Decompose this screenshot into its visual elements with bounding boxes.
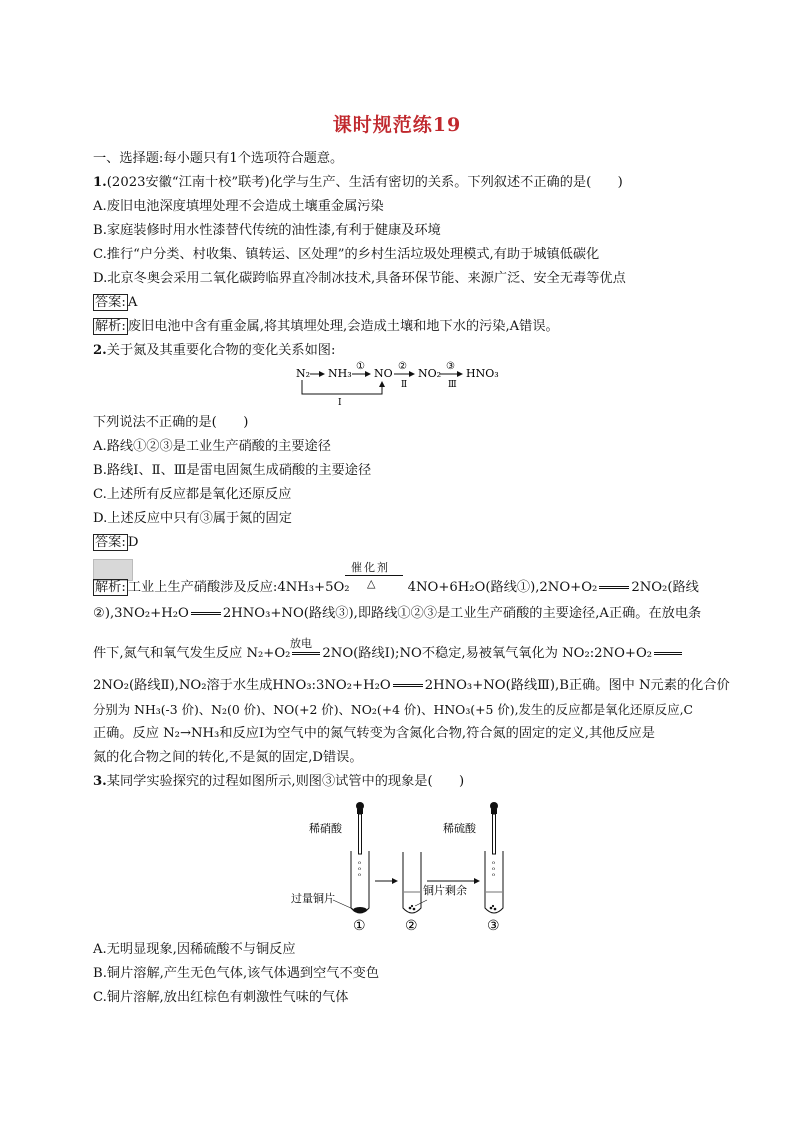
q1-option-b: B.家庭装修时用水性漆替代传统的油性漆,有利于健康及环境 (93, 223, 441, 238)
equals-sign (654, 652, 682, 655)
label-dilute-nitric-acid: 稀硝酸 (309, 822, 342, 835)
condition-heat: △ (367, 577, 376, 590)
label-tube-3: ③ (487, 918, 500, 934)
question-2-stem: 2.关于氮及其重要化合物的变化关系如图: (93, 343, 336, 358)
question-number: 2. (93, 343, 107, 358)
highlight-box (93, 559, 133, 581)
test-tube-2 (403, 852, 421, 913)
q3-option-a: A.无明显现象,因稀硫酸不与铜反应 (93, 942, 296, 957)
label-excess-copper: 过量铜片 (291, 892, 335, 905)
equals-sign (393, 684, 423, 687)
route-label-ii: Ⅱ (401, 380, 408, 390)
question-1-stem: 1.(2023安徽“江南十校”联考)化学与生产、生活有密切的关系。下列叙述不正确的是( ) (93, 175, 623, 190)
equals-sign (191, 612, 221, 615)
equals-sign (599, 586, 629, 589)
q2-analysis-line-4: 2NO₂(路线Ⅱ),NO₂溶于水生成HNO₃:3NO₂+H₂O 2HNO₃+NO(路线Ⅲ),B正确。图中 N元素的化合价 (93, 678, 730, 693)
q1-option-a: A.废旧电池深度填埋处理不会造成土壤重金属污染 (93, 199, 384, 214)
q2-analysis-line-2: ②),3NO₂+H₂O 2HNO₃+NO(路线③),即路线①②③是工业生产硝酸的主要途径,A正确。在放电条 (93, 606, 702, 621)
q2-analysis-line-1: 解析: 工业上生产硝酸涉及反应:4NH₃+5O₂ 4NO+6H₂O(路线①),2NO+O₂ 2NO₂(路线 (95, 580, 699, 595)
dropper-1 (356, 802, 364, 854)
route-label-i: I (338, 398, 342, 408)
q1-option-c: C.推行“户分类、村收集、镇转运、区处理”的乡村生活垃圾处理模式,有助于城镇低碳化 (93, 247, 600, 262)
svg-text:o: o (492, 860, 496, 866)
test-tube-1 (351, 851, 369, 913)
answer-label: 答案: (95, 295, 126, 310)
q1-answer: 答案: A (95, 295, 138, 310)
q2-answer: 答案: D (95, 535, 139, 550)
q1-option-d: D.北京冬奥会采用二氧化碳跨临界直冷制冰技术,具备环保节能、来源广泛、安全无毒等优点 (93, 271, 626, 286)
answer-label: 答案: (95, 535, 126, 550)
svg-text:o: o (358, 860, 362, 866)
q2-option-a: A.路线①②③是工业生产硝酸的主要途径 (93, 439, 331, 454)
label-dilute-sulfuric-acid: 稀硫酸 (443, 822, 476, 835)
svg-text:o: o (358, 872, 362, 878)
experiment-figure (285, 796, 525, 936)
svg-text:o: o (358, 866, 362, 872)
route-label-3: ③ (446, 361, 455, 372)
analysis-label: 解析: (95, 580, 126, 595)
q3-option-c: C.铜片溶解,放出红棕色有刺激性气味的气体 (93, 990, 349, 1005)
dropper-3 (490, 802, 498, 854)
route-label-2: ② (398, 361, 407, 372)
svg-text:o: o (492, 866, 496, 872)
q2-prompt: 下列说法不正确的是( ) (93, 415, 249, 430)
q2-analysis-line-6: 正确。反应 N₂→NH₃和反应Ⅰ为空气中的氮气转变为含氮化合物,符合氮的固定的定义,其他反应是 (93, 726, 655, 741)
nitrogen-conversion-diagram (290, 360, 520, 408)
species-hno3: HNO₃ (466, 367, 499, 380)
svg-text:o: o (492, 872, 496, 878)
q2-analysis-line-5: 分别为 NH₃(-3 价)、N₂(0 价)、NO(+2 价)、NO₂(+4 价)、HNO₃(+5 价),发生的反应都是氧化还原反应,C (93, 702, 694, 717)
species-no: NO (374, 367, 393, 380)
q3-option-b: B.铜片溶解,产生无色气体,该气体遇到空气不变色 (93, 966, 380, 981)
question-number: 1. (93, 175, 107, 190)
section-heading: 一、选择题:每小题只有1个选项符合题意。 (93, 151, 344, 166)
analysis-label: 解析: (95, 319, 126, 334)
q2-option-d: D.上述反应中只有③属于氮的固定 (93, 511, 292, 526)
label-tube-2: ② (405, 918, 418, 934)
q2-option-b: B.路线Ⅰ、Ⅱ、Ⅲ是雷电固氮生成硝酸的主要途径 (93, 463, 372, 478)
page-title: 课时规范练19 (332, 114, 462, 136)
label-tube-1: ① (353, 918, 366, 934)
q2-option-c: C.上述所有反应都是氧化还原反应 (93, 487, 292, 502)
species-nh3: NH₃ (328, 367, 352, 380)
species-no2: NO₂ (418, 367, 442, 380)
condition-discharge: 放电 (290, 637, 312, 650)
q2-analysis-line-7: 氮的化合物之间的转化,不是氮的固定,D错误。 (93, 750, 363, 765)
test-tube-3 (485, 851, 503, 913)
route-label-iii: Ⅲ (448, 380, 457, 390)
equals-sign (292, 652, 320, 655)
question-number: 3. (93, 774, 107, 789)
route-label-1: ① (356, 361, 365, 372)
species-n2: N₂ (296, 367, 311, 380)
condition-catalyst: 催化剂 (351, 561, 390, 574)
q2-analysis-line-3: 件下,氮气和氧气发生反应 N₂+O₂ 2NO(路线Ⅰ);NO不稳定,易被氧气氧化为 NO₂:2NO+O₂ (93, 646, 684, 662)
label-copper-remaining: 铜片剩余 (423, 884, 467, 897)
question-3-stem: 3.某同学实验探究的过程如图所示,则图③试管中的现象是( ) (93, 774, 465, 789)
q1-analysis: 解析: 废旧电池中含有重金属,将其填埋处理,会造成土壤和地下水的污染,A错误。 (95, 319, 559, 334)
